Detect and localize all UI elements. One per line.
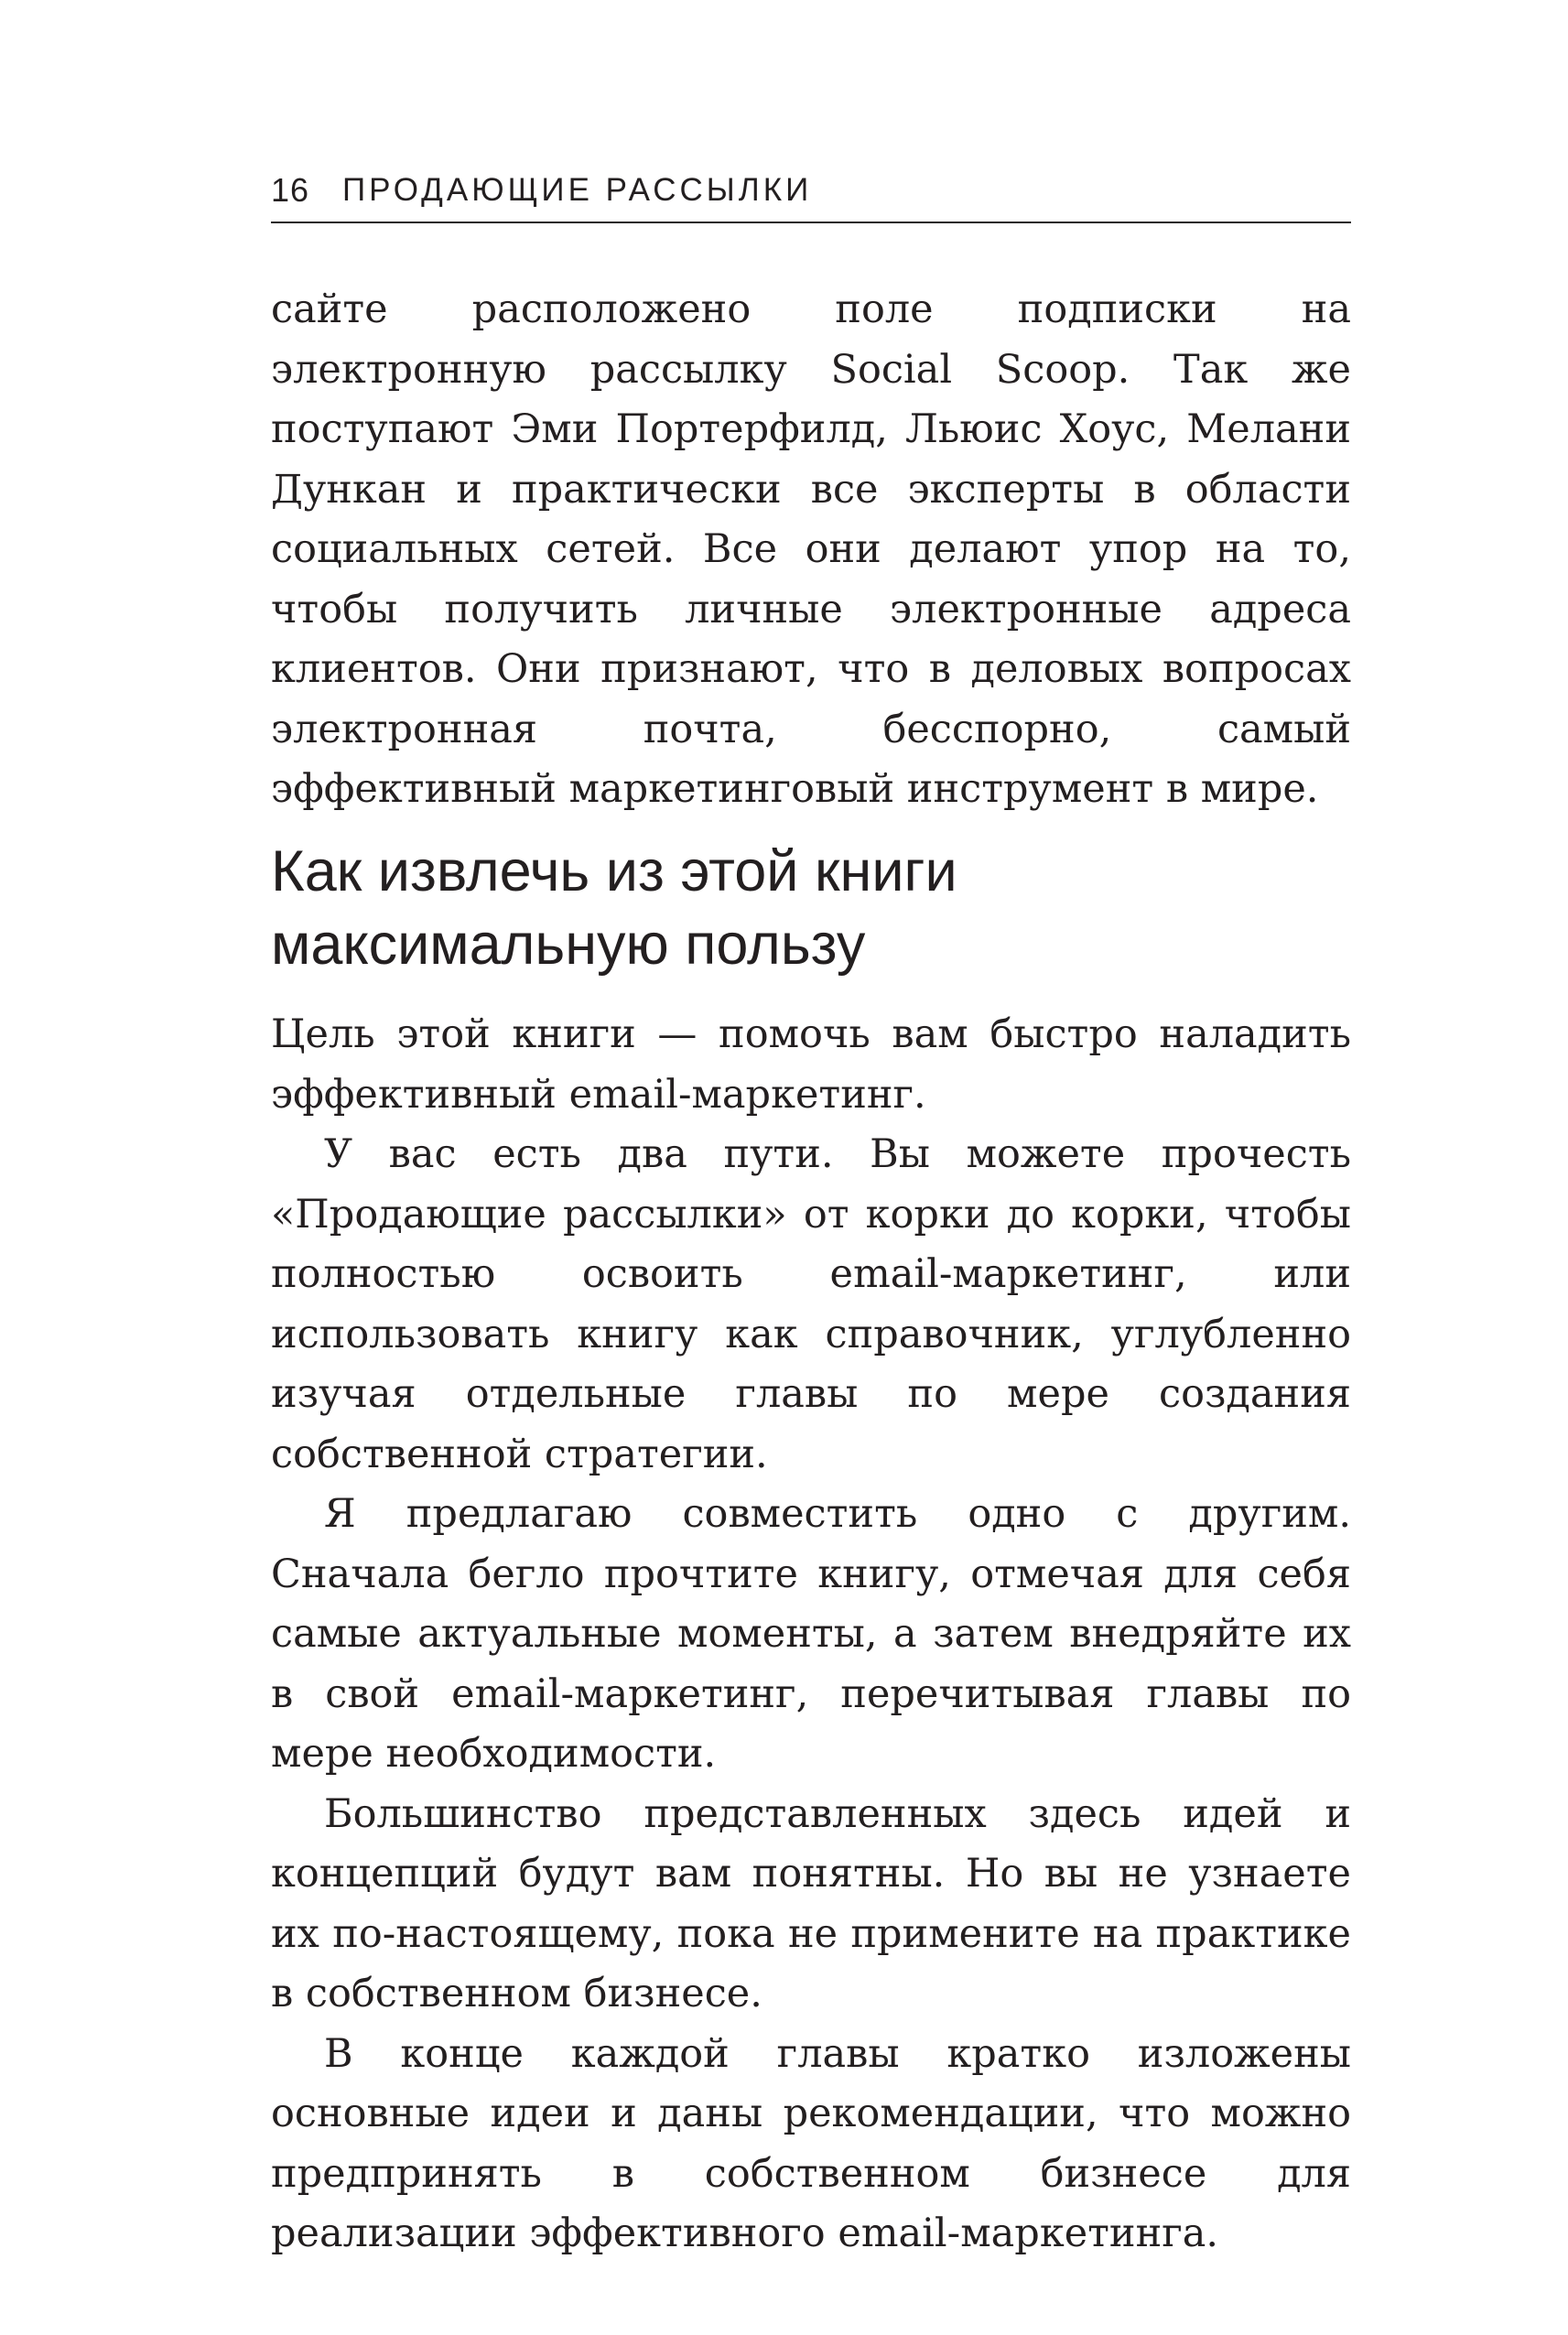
body-paragraph-2: У вас есть два пути. Вы можете прочесть «Продающие рассылки» от корки до корки, чтобы полностью освоить email-маркетинг, или использовать книгу как справочник, углубленно изучая отдельные главы по мере создания собственной стратегии. (271, 1131, 1351, 1477)
body-paragraph-1: Цель этой книги — помочь вам быстро наладить эффективный email-маркетинг. (271, 1011, 1351, 1118)
running-header (271, 170, 1351, 223)
running-title: ПРОДАЮЩИЕ РАССЫЛКИ (342, 172, 813, 208)
section-heading (271, 835, 1351, 981)
section-heading-line-2: максимальную пользу (271, 913, 866, 977)
body-paragraph-5: В конце каждой главы кратко изложены основные идеи и даны рекомендации, что можно предпринять в собственном бизнесе для реализации эффективного email-маркетинга. (271, 2030, 1351, 2256)
body-paragraph-3: Я предлагаю совместить одно с другим. Сначала бегло прочтите книгу, отмечая для себя самые актуальные моменты, а затем внедряйте их в свой email-маркетинг, перечитывая главы по мере необходимости. (271, 1491, 1351, 1777)
page-number: 16 (271, 171, 310, 209)
section-heading-line-1: Как извлечь из этой книги (271, 839, 957, 903)
body-paragraph-4: Большинство представленных здесь идей и концепций будут вам понятны. Но вы не узнаете их по-настоящему, пока не примените на практике в собственном бизнесе. (271, 1790, 1351, 2016)
section-body (271, 1005, 1351, 2265)
intro-paragraph: сайте расположено поле подписки на электронную рассылку Social Scoop. Так же поступают Эми Портерфилд, Льюис Хоус, Мелани Дункан и практически все эксперты в области социальных сетей. Все они делают упор на то, чтобы получить личные электронные адреса клиентов. Они признают, что в деловых вопросах электронная почта, бесспорно, самый эффективный маркетинговый инструмент в мире. (271, 286, 1351, 812)
